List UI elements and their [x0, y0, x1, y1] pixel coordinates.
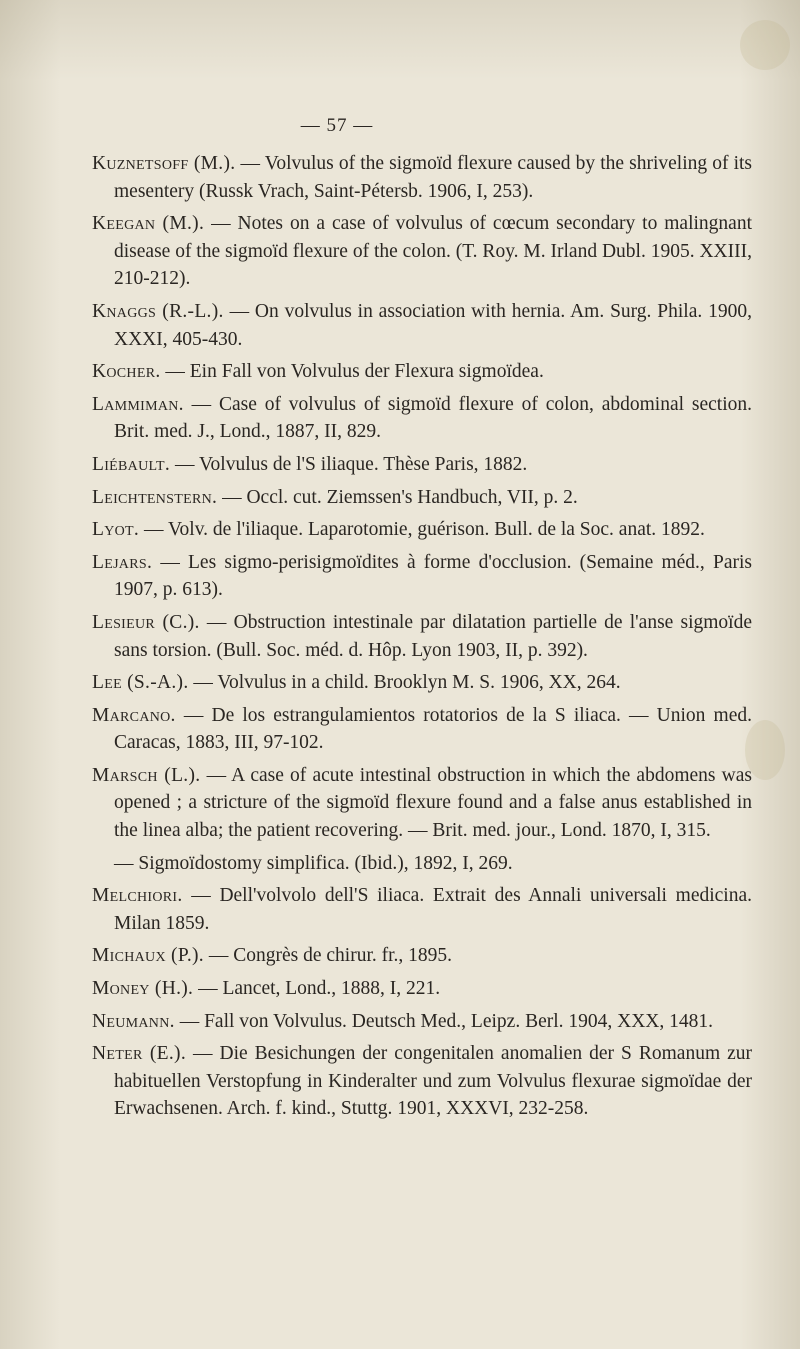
- bibliography-entry: [92, 298, 752, 353]
- entry-text: — Volv. de l'iliaque. Laparotomie, guérison. Bull. de la Soc. anat. 1892.: [139, 519, 705, 541]
- bibliography-entry: [92, 762, 752, 845]
- entry-author: Neumann.: [92, 1010, 175, 1032]
- entry-author: Kuznetsoff (M.).: [92, 153, 236, 174]
- entry-text: — On volvulus in association with hernia. Am. Surg. Phila. 1900, XXXI, 405-430.: [114, 300, 752, 350]
- bibliography-entry: [92, 609, 752, 664]
- entry-text: — Ein Fall von Volvulus der Flexura sigmoïdea.: [160, 361, 544, 383]
- bibliography-entry: [92, 150, 752, 205]
- entry-text: — Notes on a case of volvulus of cœcum secondary to malingnant disease of the sigmoïd flexure of the colon. (T. Roy. M. Irland Dubl. 1905. XXIII, 210-212).: [114, 213, 752, 290]
- entry-author: Lesieur (C.).: [92, 611, 200, 633]
- entry-text: — Volvulus de l'S iliaque. Thèse Paris, 1882.: [170, 453, 528, 475]
- entry-author: Knaggs (R.-L.).: [92, 300, 224, 322]
- bibliography-entry: [92, 484, 752, 512]
- entry-text: — De los estrangulamientos rotatorios de la S iliaca. — Union med. Caracas, 1883, III, 97-102.: [114, 704, 752, 754]
- entry-text: — Congrès de chirur. fr., 1895.: [203, 945, 453, 967]
- bibliography-entry: [92, 451, 752, 479]
- entry-text: — Volvulus of the sigmoïd flexure caused by the shriveling of its mesentery (Russk Vrach, Saint-Pétersb. 1906, I, 253).: [114, 153, 752, 202]
- entry-author: Melchiori.: [92, 885, 183, 907]
- entry-text: — Sigmoïdostomy simplifica. (Ibid.), 1892, I, 269.: [114, 852, 513, 874]
- entry-author: Lee (S.-A.).: [92, 672, 189, 694]
- bibliography-entry: [92, 975, 752, 1003]
- entry-text: — Volvulus in a child. Brooklyn M. S. 1906, XX, 264.: [188, 672, 621, 694]
- paper-stain: [740, 20, 790, 70]
- bibliography-entry: [92, 669, 752, 697]
- bibliography-entry: [92, 942, 752, 970]
- entry-author: Marcano.: [92, 704, 176, 726]
- entry-author: Lejars.: [92, 551, 153, 573]
- entry-text: — Occl. cut. Ziemssen's Handbuch, VII, p. 2.: [217, 486, 578, 508]
- bibliography-list: [92, 150, 752, 1128]
- bibliography-entry: [92, 358, 752, 386]
- entry-author: Michaux (P.).: [92, 945, 204, 967]
- entry-author: Neter (E.).: [92, 1043, 187, 1065]
- entry-text: — Dell'volvolo dell'S iliaca. Extrait des Annali universali medicina. Milan 1859.: [114, 885, 752, 934]
- bibliography-entry: [92, 516, 752, 544]
- bibliography-entry: [92, 1040, 752, 1123]
- bibliography-entry: [92, 882, 752, 937]
- entry-author: Money (H.).: [92, 978, 194, 1000]
- bibliography-entry: [92, 850, 752, 878]
- bibliography-entry: [92, 210, 752, 293]
- entry-author: Lammiman.: [92, 393, 184, 415]
- entry-author: Keegan (M.).: [92, 213, 205, 235]
- entry-text: — Die Besichungen der congenitalen anomalien der S Romanum zur habituellen Verstopfung in Kinderalter und zum Volvulus flexurae sigmoïdae der Erwachsenen. Arch. f. kind., Stuttg. 1901, XXXVI, 232-258.: [114, 1043, 753, 1120]
- entry-author: Kocher.: [92, 361, 161, 383]
- entry-text: — Case of volvulus of sigmoïd flexure of colon, abdominal section. Brit. med. J., Lond., 1887, II, 829.: [114, 393, 752, 443]
- bibliography-entry: [92, 391, 752, 446]
- entry-author: Lyot.: [92, 519, 140, 541]
- entry-text: — Les sigmo-perisigmoïdites à forme d'occlusion. (Semaine méd., Paris 1907, p. 613).: [114, 551, 752, 601]
- entry-text: — Obstruction intestinale par dilatation partielle de l'anse sigmoïde sans torsion. (Bull. Soc. méd. d. Hôp. Lyon 1903, II, p. 392).: [114, 611, 753, 661]
- bibliography-entry: [92, 549, 752, 604]
- bibliography-entry: [92, 1008, 752, 1036]
- entry-author: Leichtenstern.: [92, 486, 218, 508]
- entry-author: Liébault.: [92, 453, 171, 475]
- entry-text: — Fall von Volvulus. Deutsch Med., Leipz. Berl. 1904, XXX, 1481.: [174, 1010, 714, 1032]
- entry-text: — Lancet, Lond., 1888, I, 221.: [193, 978, 441, 1000]
- entry-author: Marsch (L.).: [92, 764, 201, 786]
- entry-text: — A case of acute intestinal obstruction in which the abdomens was opened ; a stricture of the sigmoïd flexure found and a false anus established in the linea alba; the patient recovering. — Brit. med. jour., Lond. 1870, I, 315.: [114, 764, 752, 842]
- bibliography-entry: [92, 702, 752, 757]
- page-number: — 57 —: [300, 115, 374, 136]
